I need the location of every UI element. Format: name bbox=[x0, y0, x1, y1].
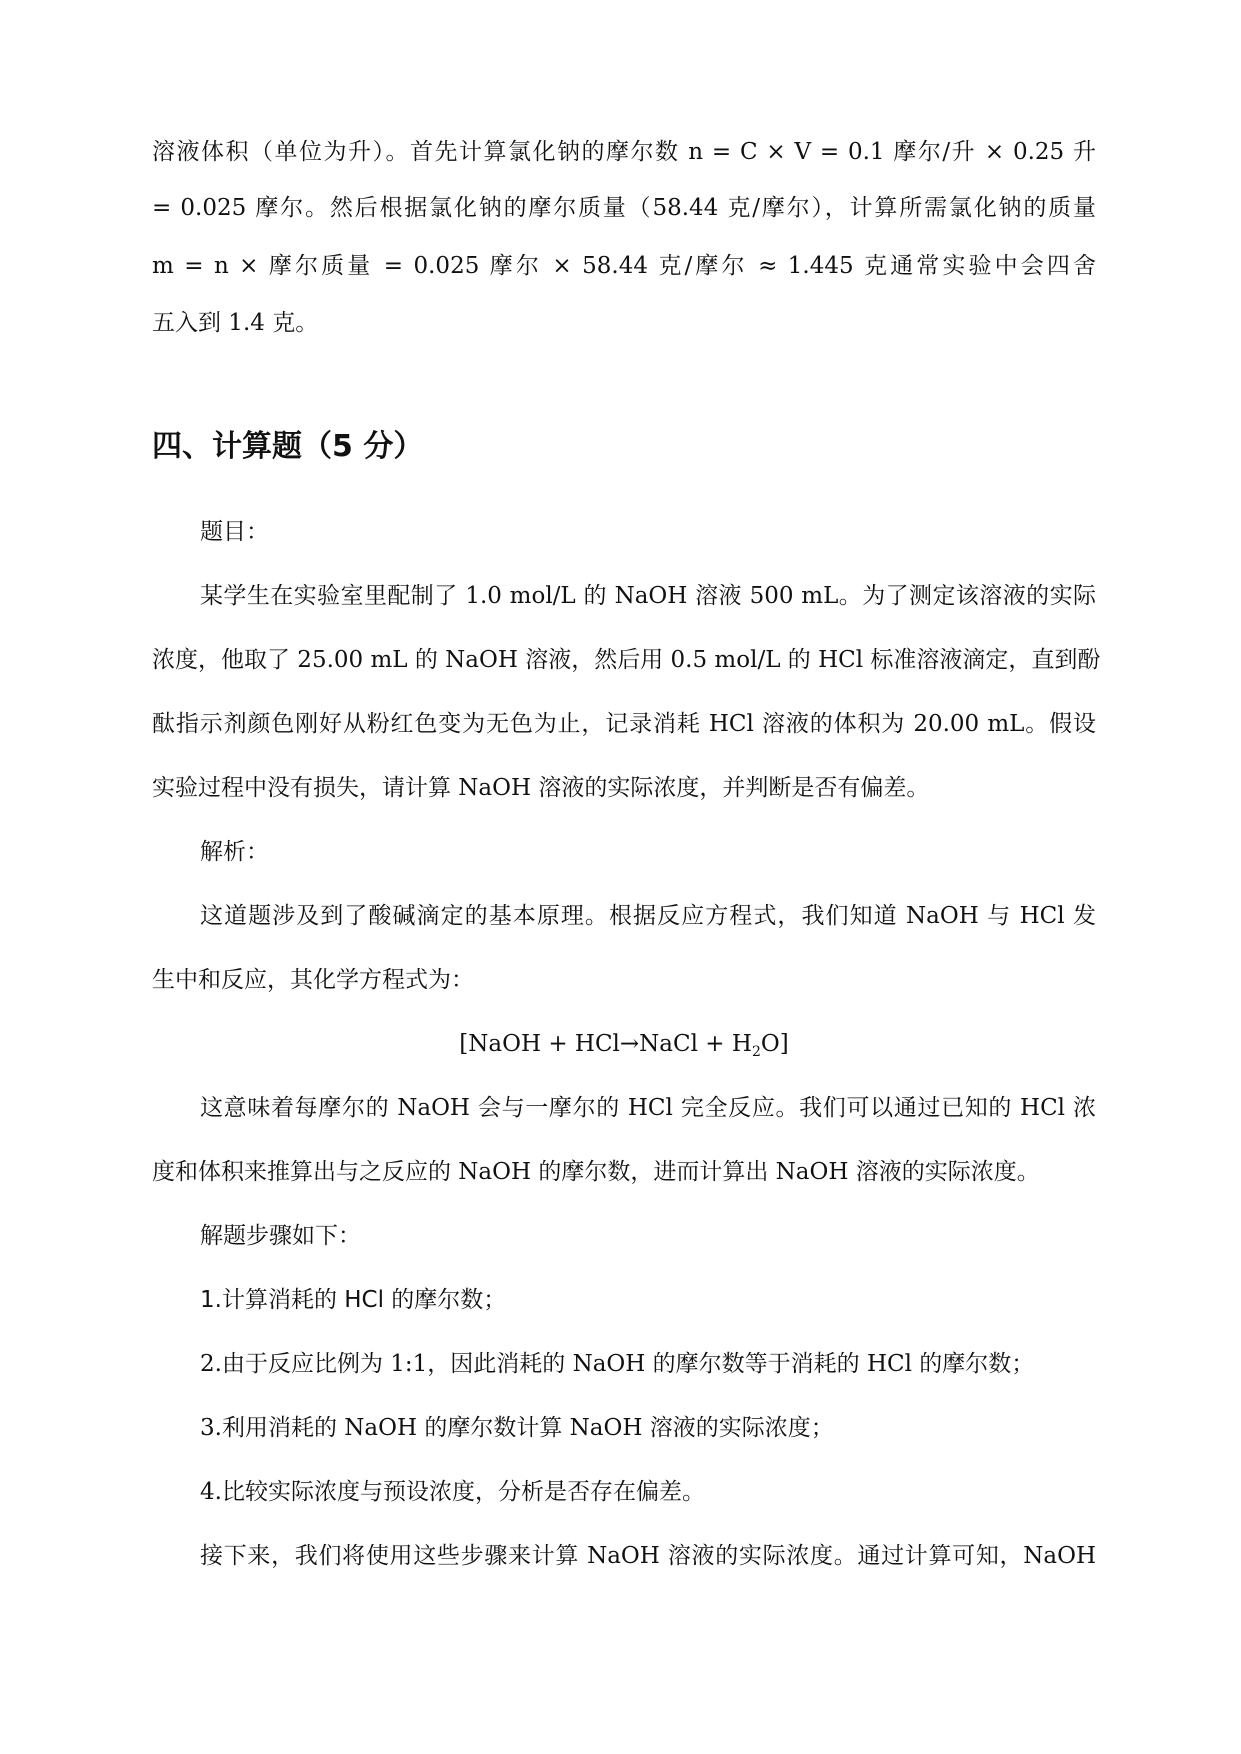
paragraph-line: 五入到 1.4 克。 bbox=[152, 310, 319, 336]
question-label: 题目： bbox=[200, 519, 269, 545]
explanation-line: 这意味着每摩尔的 NaOH 会与一摩尔的 HCl 完全反应。我们可以通过已知的 HCl 浓 bbox=[200, 1095, 1096, 1121]
question-line: 浓度，他取了 25.00 mL 的 NaOH 溶液，然后用 0.5 mol/L 的 HCl 标准溶液滴定，直到酚 bbox=[152, 647, 1101, 673]
paragraph-line: 溶液体积（单位为升）。首先计算氯化钠的摩尔数 n = C × V = 0.1 摩尔/升 × 0.25 升 bbox=[152, 139, 1096, 165]
step-item: 4.比较实际浓度与预设浓度，分析是否存在偏差。 bbox=[200, 1479, 705, 1505]
equation-subscript: 2 bbox=[751, 1044, 761, 1060]
step-item: 2.由于反应比例为 1:1，因此消耗的 NaOH 的摩尔数等于消耗的 HCl 的摩尔数； bbox=[200, 1351, 1035, 1377]
paragraph-line: = 0.025 摩尔。然后根据氯化钠的摩尔质量（58.44 克/摩尔），计算所需氯化钠的质量 bbox=[152, 195, 1096, 221]
analysis-line: 生中和反应，其化学方程式为： bbox=[152, 967, 474, 993]
explanation-line: 度和体积来推算出与之反应的 NaOH 的摩尔数，进而计算出 NaOH 溶液的实际浓度。 bbox=[152, 1159, 1040, 1185]
question-line: 某学生在实验室里配制了 1.0 mol/L 的 NaOH 溶液 500 mL。为了测定该溶液的实际 bbox=[200, 583, 1096, 609]
chemical-equation bbox=[152, 1028, 1096, 1068]
question-line: 实验过程中没有损失，请计算 NaOH 溶液的实际浓度，并判断是否有偏差。 bbox=[152, 775, 930, 801]
paragraph-line: m = n × 摩尔质量 = 0.025 摩尔 × 58.44 克/摩尔 ≈ 1.445 克通常实验中会四舍 bbox=[152, 253, 1096, 279]
closing-line: 接下来，我们将使用这些步骤来计算 NaOH 溶液的实际浓度。通过计算可知，NaOH bbox=[200, 1543, 1096, 1569]
equation-left: [NaOH + HCl→NaCl + H bbox=[459, 1031, 752, 1057]
analysis-label: 解析： bbox=[200, 839, 269, 865]
step-item: 3.利用消耗的 NaOH 的摩尔数计算 NaOH 溶液的实际浓度； bbox=[200, 1415, 834, 1441]
steps-intro: 解题步骤如下： bbox=[200, 1223, 361, 1249]
equation-right: O] bbox=[760, 1031, 789, 1057]
question-line: 酞指示剂颜色刚好从粉红色变为无色为止，记录消耗 HCl 溶液的体积为 20.00 mL。假设 bbox=[152, 711, 1096, 737]
section-heading: 四、计算题（5 分） bbox=[152, 429, 424, 464]
analysis-line: 这道题涉及到了酸碱滴定的基本原理。根据反应方程式，我们知道 NaOH 与 HCl 发 bbox=[200, 903, 1096, 929]
step-item: 1.计算消耗的 HCl 的摩尔数； bbox=[200, 1287, 507, 1313]
